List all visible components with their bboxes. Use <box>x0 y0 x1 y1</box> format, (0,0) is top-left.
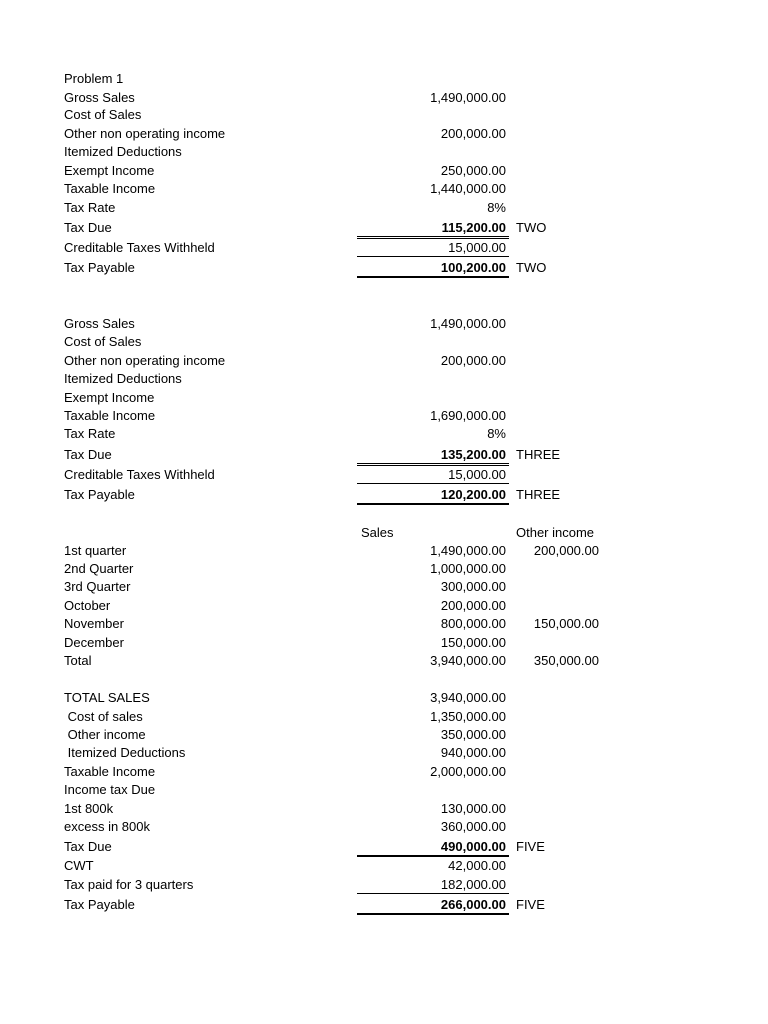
row-other-income: 200,000.00 <box>533 543 599 558</box>
row-value: 42,000.00 <box>448 858 506 873</box>
row-value: 2,000,000.00 <box>430 764 506 779</box>
s3-row-q3 <box>0 578 768 596</box>
single-underline <box>357 483 509 484</box>
row-label: excess in 800k <box>64 819 150 834</box>
row-value: 100,200.00 <box>440 260 506 275</box>
row-value: 135,200.00 <box>440 447 506 462</box>
row-label: 2nd Quarter <box>64 561 134 576</box>
row-label: Cost of sales <box>64 709 143 724</box>
s4-row-cwt <box>0 857 768 875</box>
row-value: 15,000.00 <box>448 240 506 255</box>
row-label: 1st quarter <box>64 543 127 558</box>
row-value: 1,490,000.00 <box>430 90 506 105</box>
row-label: Taxable Income <box>64 764 156 779</box>
row-sales: 300,000.00 <box>440 579 506 594</box>
row-label: Itemized Deductions <box>64 371 182 386</box>
s3-row-december <box>0 634 768 652</box>
row-value: 8% <box>487 200 506 215</box>
row-label: 3rd Quarter <box>64 579 131 594</box>
row-label: CWT <box>64 858 94 873</box>
s1-row-cwt <box>0 239 768 257</box>
s4-row-other-income <box>0 726 768 744</box>
row-label: December <box>64 635 124 650</box>
row-note: FIVE <box>516 897 545 912</box>
row-label: Other non operating income <box>64 353 226 368</box>
s2-row-itemized <box>0 370 768 388</box>
row-note: THREE <box>516 447 561 462</box>
row-label: Tax Rate <box>64 200 116 215</box>
row-label: Tax Payable <box>64 260 135 275</box>
other-income-header: Other income <box>516 525 595 540</box>
row-label: Other income <box>64 727 146 742</box>
s4-row-itemized <box>0 744 768 762</box>
row-sales: 200,000.00 <box>440 598 506 613</box>
s1-row-gross-sales <box>0 89 768 107</box>
s1-row-cost-of-sales <box>0 106 768 124</box>
s1-row-tax-payable <box>0 259 768 277</box>
s1-row-tax-due <box>0 219 768 237</box>
s4-row-taxable <box>0 763 768 781</box>
row-value: 8% <box>487 426 506 441</box>
row-label: Income tax Due <box>64 782 156 797</box>
row-label: Tax Due <box>64 447 112 462</box>
row-note: TWO <box>516 220 547 235</box>
row-sales: 800,000.00 <box>440 616 506 631</box>
s3-row-october <box>0 597 768 615</box>
row-label: Itemized Deductions <box>64 144 182 159</box>
s4-row-excess <box>0 818 768 836</box>
row-value: 182,000.00 <box>440 877 506 892</box>
row-label: Tax paid for 3 quarters <box>64 877 194 892</box>
row-label: Taxable Income <box>64 181 156 196</box>
s2-row-cwt <box>0 466 768 484</box>
s1-row-itemized <box>0 143 768 161</box>
row-label: Creditable Taxes Withheld <box>64 467 215 482</box>
row-value: 350,000.00 <box>440 727 506 742</box>
row-value: 490,000.00 <box>440 839 506 854</box>
s2-row-tax-payable <box>0 486 768 504</box>
row-value: 130,000.00 <box>440 801 506 816</box>
row-sales: 150,000.00 <box>440 635 506 650</box>
row-value: 1,690,000.00 <box>430 408 506 423</box>
s2-row-exempt <box>0 389 768 407</box>
row-label: Creditable Taxes Withheld <box>64 240 215 255</box>
row-other-income: 150,000.00 <box>533 616 599 631</box>
row-label: Tax Due <box>64 220 112 235</box>
row-value: 15,000.00 <box>448 467 506 482</box>
row-value: 200,000.00 <box>440 353 506 368</box>
row-label: 1st 800k <box>64 801 114 816</box>
s4-row-first-800k <box>0 800 768 818</box>
thick-underline <box>357 276 509 278</box>
row-sales: 1,490,000.00 <box>430 543 506 558</box>
s2-row-other-income <box>0 352 768 370</box>
row-label: Other non operating income <box>64 126 226 141</box>
row-label: Tax Payable <box>64 897 135 912</box>
thick-underline <box>357 913 509 915</box>
row-label: Taxable Income <box>64 408 156 423</box>
row-label: Cost of Sales <box>64 334 142 349</box>
single-underline <box>357 256 509 257</box>
row-label: Exempt Income <box>64 163 155 178</box>
row-label: Itemized Deductions <box>64 745 186 760</box>
row-label: Gross Sales <box>64 316 135 331</box>
s4-row-tax-due <box>0 838 768 856</box>
s4-row-cost-of-sales <box>0 708 768 726</box>
row-label: Cost of Sales <box>64 107 142 122</box>
s2-row-cost-of-sales <box>0 333 768 351</box>
row-note: THREE <box>516 487 561 502</box>
row-value: 250,000.00 <box>440 163 506 178</box>
s3-row-q1 <box>0 542 768 560</box>
row-value: 1,440,000.00 <box>430 181 506 196</box>
row-sales: 1,000,000.00 <box>430 561 506 576</box>
row-note: TWO <box>516 260 547 275</box>
row-label: November <box>64 616 124 631</box>
s4-row-tax-paid-quarters <box>0 876 768 894</box>
s4-row-total-sales <box>0 689 768 707</box>
row-value: 360,000.00 <box>440 819 506 834</box>
row-value: 115,200.00 <box>441 220 506 235</box>
s1-row-tax-rate <box>0 199 768 217</box>
row-value: 3,940,000.00 <box>430 690 506 705</box>
s1-row-other-income <box>0 125 768 143</box>
section1-title-row <box>0 70 768 88</box>
s1-row-exempt <box>0 162 768 180</box>
row-other-income: 350,000.00 <box>533 653 599 668</box>
s3-row-total <box>0 652 768 670</box>
sales-header: Sales <box>361 525 394 540</box>
s2-row-gross-sales <box>0 315 768 333</box>
row-value: 1,490,000.00 <box>430 316 506 331</box>
row-note: FIVE <box>516 839 545 854</box>
s4-row-tax-payable <box>0 896 768 914</box>
row-sales: 3,940,000.00 <box>430 653 506 668</box>
single-underline <box>357 893 509 894</box>
row-value: 120,200.00 <box>440 487 506 502</box>
s2-row-taxable <box>0 407 768 425</box>
s4-row-income-tax-due <box>0 781 768 799</box>
s2-row-tax-rate <box>0 425 768 443</box>
section1-title: Problem 1 <box>64 71 124 86</box>
row-value: 266,000.00 <box>440 897 506 912</box>
row-label: October <box>64 598 111 613</box>
row-value: 1,350,000.00 <box>430 709 506 724</box>
s3-row-q2 <box>0 560 768 578</box>
row-value: 940,000.00 <box>440 745 506 760</box>
s1-row-taxable <box>0 180 768 198</box>
row-label: Exempt Income <box>64 390 155 405</box>
row-label: Total <box>64 653 92 668</box>
row-label: Tax Due <box>64 839 112 854</box>
row-value: 200,000.00 <box>440 126 506 141</box>
s3-row-november <box>0 615 768 633</box>
row-label: Gross Sales <box>64 90 135 105</box>
s3-header-row <box>0 524 768 542</box>
row-label: Tax Payable <box>64 487 135 502</box>
row-label: Tax Rate <box>64 426 116 441</box>
s2-row-tax-due <box>0 446 768 464</box>
thick-underline <box>357 503 509 505</box>
row-label: TOTAL SALES <box>64 690 150 705</box>
